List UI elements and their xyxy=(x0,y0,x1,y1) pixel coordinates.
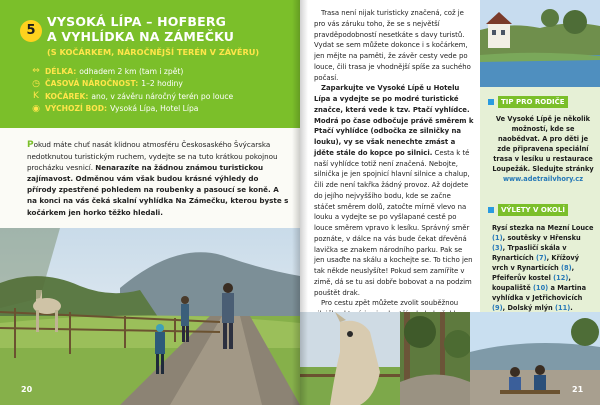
trip-ref: (12) xyxy=(553,274,569,282)
trips-title: VÝLETY V OKOLÍ xyxy=(498,204,568,216)
fact-value: Vysoká Lípa, Hotel Lípa xyxy=(110,104,199,114)
trip-sep: , xyxy=(571,264,575,272)
right-page xyxy=(300,0,600,405)
square-bullet-icon xyxy=(488,99,494,105)
trip-sep: , xyxy=(502,304,506,312)
description-paragraph-2 xyxy=(314,83,474,298)
trip-ref: (10) xyxy=(532,284,549,292)
route-title-line2: A VYHLÍDKA NA ZÁMEČKU xyxy=(47,29,235,44)
route-number-badge: 5 xyxy=(20,20,42,42)
photo-strip-bottom xyxy=(300,312,600,405)
trip-name: koupaliště xyxy=(492,284,531,292)
trip-ref: (3) xyxy=(492,244,503,252)
photo-horses-road xyxy=(0,228,300,405)
stroller-icon: K xyxy=(33,91,39,102)
tip-text: Ve Vysoké Lípě je několik možností, kde se naobědvat. A pro děti je zde připravena speciální trasa v lesíku u restaurace Loupežák. Sledujte stránky xyxy=(492,115,594,173)
description-paragraph-2-bold: Zaparkujte ve Vysoké Lípě u Hotelu Lípa a vydejte se po modré turistické značce, která vede k tzv. Ptačí vyhlídce. Modrá po čase odbočuje právě směrem k Ptačí vyhlídce (odbočka ze silničky na louku), vy se však nenechte zmást a jděte stále do kopce po silnici. xyxy=(314,84,474,157)
trip-sep: , xyxy=(502,234,506,242)
trip-name: Křížový vrch v Rynarticích xyxy=(492,254,579,272)
tip-header xyxy=(480,94,600,110)
route-facts xyxy=(30,65,295,115)
description-paragraph-2-rest: Cesta k té naší vyhlídce totiž není značená. Nebojte, silnička je jen spojnicí hlavní silnice a chalup, čili zde není takřka žádný provoz. Až dojdete do jejího nejvyššího bodu, kde se začne stáčet směrem dolů, zatočte mírně vlevo na louku a vydejte se po vyšlapané cestě po louce směrem vpravo k lesíku. Správný směr poznáte, v dálce na vás bude čekat dřevěná lavička se znakem národního parku. Pak se jen usaďte na skálu a kochejte se. To ticho jen tak někde neuslyšíte! Pokud sem zamíříte v zimě, dá se tu asi dobře bobovat a na podzim pouštět drak. xyxy=(314,148,473,297)
tip-title: TIP PRO RODIČE xyxy=(498,96,568,108)
tip-link[interactable]: www.adetrailvhory.cz xyxy=(502,175,584,183)
fact-key: VÝCHOZÍ BOD: xyxy=(45,104,108,114)
fact-key: ČASOVÁ NÁROČNOST: xyxy=(45,79,139,89)
photo-village-pond xyxy=(480,0,600,87)
trip-ref: (11) xyxy=(555,304,571,312)
trips-header xyxy=(480,202,600,218)
fact-length xyxy=(30,65,295,78)
trip-item xyxy=(492,284,555,292)
description-paragraph-3-text: Pro cestu zpět můžete zvolit souběžnou xyxy=(321,299,459,308)
fact-start xyxy=(30,103,295,116)
trip-sep: . xyxy=(570,304,573,312)
route-subtitle-line1: (S KOČÁRKEM, NÁROČNĚJŠÍ TERÉN V ZÁVĚRU) xyxy=(47,47,260,57)
square-bullet-icon xyxy=(488,207,494,213)
fact-key: KOČÁREK: xyxy=(45,91,89,101)
intro-paragraph xyxy=(27,139,289,218)
start-point-icon: ◉ xyxy=(32,103,40,114)
fact-value: odhadem 2 km (tam i zpět) xyxy=(79,66,184,76)
description-paragraph-1: Trasa není nijak turisticky značená, což je pro vás záruku toho, že se s největší pravděpodobností nesetkáte s davy turistů. Vydat se sem můžete dokonce i s kočárkem, jen mějte na paměti, že závěr cesty vede po louce, čili trasa je vhodnější spíše za suchého počasí. xyxy=(314,9,471,82)
trip-name: Rysí stezka na Mezní Louce xyxy=(492,224,594,232)
page-number-right: 21 xyxy=(572,385,584,394)
page-number-left: 20 xyxy=(21,385,33,394)
fact-key: DÉLKA: xyxy=(45,66,77,76)
tip-body xyxy=(492,114,594,184)
trip-sep: , xyxy=(568,274,571,282)
trip-name: Dolský mlýn xyxy=(507,304,553,312)
route-title-line1: VYSOKÁ LÍPA – HOFBERG xyxy=(47,14,227,29)
trip-sep: , xyxy=(546,254,550,262)
trip-name: soutěsky v Hřensku xyxy=(507,234,581,242)
clock-icon: ◷ xyxy=(32,78,40,89)
trip-sep: a xyxy=(548,284,555,292)
trip-ref: (8) xyxy=(561,264,572,272)
trip-name: Martina vyhlídka v Jetřichovicích xyxy=(492,284,587,302)
route-subtitle xyxy=(47,47,292,57)
trip-name: Trpasličí skála v Rynarticích xyxy=(492,244,567,262)
fact-duration xyxy=(30,78,295,91)
fact-stroller xyxy=(30,90,295,103)
intro-text-bold: Nenarazíte na žádnou známou turistickou zajímavost. Odměnou vám však budou krásné výhledy do přírody zpestřené pohledem na roubenky a pasoucí se koně. A na konci na vás čeká skalní vyhlídka Na Zámečku, kterou byste s kočárkem jen horko těžko hledali. xyxy=(27,163,289,217)
side-panel xyxy=(480,87,600,312)
intro-text: okud máte chuť nasát klidnou atmosféru Českosaského Švýcarska nedotknutou turistickým ruchem, vydejte se na tuto krátkou pokojnou procházku vesnicí. xyxy=(27,140,278,173)
trip-item xyxy=(492,274,571,282)
trip-name: Pfeiferův kostel xyxy=(492,274,551,282)
trip-ref: (1) xyxy=(492,234,503,242)
trip-sep: , xyxy=(502,244,506,252)
trip-ref: (7) xyxy=(535,254,547,262)
trips-list xyxy=(492,223,596,313)
fact-value: ano, v závěru náročný terén po louce xyxy=(91,91,234,101)
ruler-icon: ⇔ xyxy=(32,66,40,77)
trip-item xyxy=(507,304,572,312)
intro-dropcap: P xyxy=(27,140,34,150)
fact-value: 1–2 hodiny xyxy=(141,79,183,89)
route-description xyxy=(314,8,474,363)
route-title xyxy=(47,14,292,44)
trip-ref: (9) xyxy=(492,304,503,312)
